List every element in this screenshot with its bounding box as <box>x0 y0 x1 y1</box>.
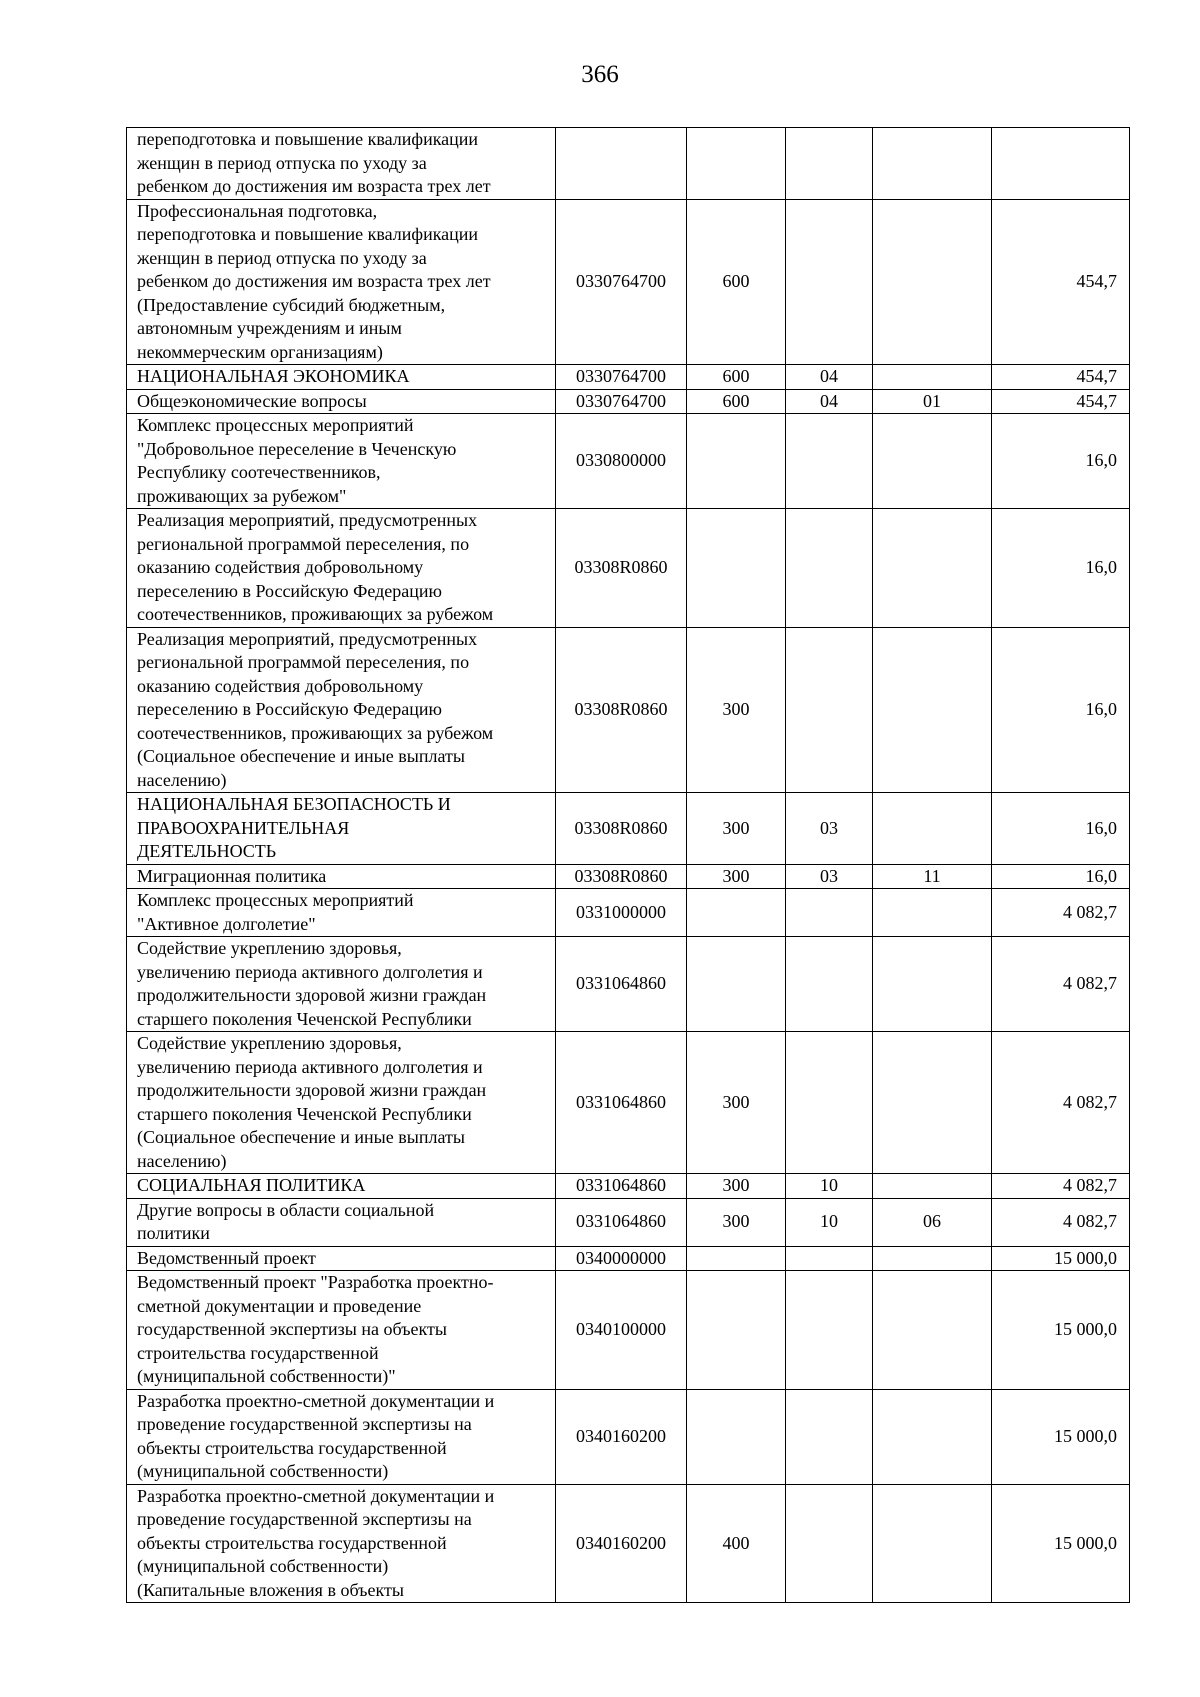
table-row <box>127 937 1130 1032</box>
expense-type-code-cell: 600 <box>687 389 786 414</box>
table-row <box>127 1271 1130 1390</box>
table-row <box>127 1174 1130 1199</box>
target-article-code-cell: 0331064860 <box>556 937 687 1032</box>
target-article-code-cell: 03308R0860 <box>556 793 687 865</box>
amount-cell: 16,0 <box>992 793 1130 865</box>
section-code-cell <box>786 509 873 628</box>
expense-type-code-cell <box>687 889 786 937</box>
target-article-code-cell: 0331000000 <box>556 889 687 937</box>
subsection-code-cell: 06 <box>873 1198 992 1246</box>
item-name-cell: Другие вопросы в области социальной политики <box>127 1198 556 1246</box>
section-code-cell: 04 <box>786 365 873 390</box>
target-article-code-cell: 0340000000 <box>556 1246 687 1271</box>
item-name-cell: Ведомственный проект "Разработка проектно- сметной документации и проведение государственной экспертизы на объекты строительства государственной (муниципальной собственности)" <box>127 1271 556 1390</box>
target-article-code-cell: 0330764700 <box>556 389 687 414</box>
table-row <box>127 199 1130 365</box>
amount-cell: 16,0 <box>992 627 1130 793</box>
item-name-cell: Ведомственный проект <box>127 1246 556 1271</box>
item-name-cell: Содействие укреплению здоровья, увеличению периода активного долголетия и продолжительности здоровой жизни граждан старшего поколения Чеченской Республики <box>127 937 556 1032</box>
item-name-cell: Миграционная политика <box>127 864 556 889</box>
section-code-cell <box>786 1271 873 1390</box>
amount-cell: 454,7 <box>992 365 1130 390</box>
table-row <box>127 509 1130 628</box>
amount-cell: 16,0 <box>992 509 1130 628</box>
expense-type-code-cell <box>687 1389 786 1484</box>
expense-type-code-cell: 300 <box>687 864 786 889</box>
subsection-code-cell <box>873 793 992 865</box>
item-name-cell: Реализация мероприятий, предусмотренных региональной программой переселения, по оказанию содействия добровольному переселению в Российскую Федерацию соотечественников, проживающих за рубежом <box>127 509 556 628</box>
target-article-code-cell: 03308R0860 <box>556 627 687 793</box>
budget-table-body <box>127 128 1130 1603</box>
expense-type-code-cell <box>687 128 786 200</box>
target-article-code-cell: 0331064860 <box>556 1174 687 1199</box>
section-code-cell <box>786 414 873 509</box>
target-article-code-cell: 0340100000 <box>556 1271 687 1390</box>
page-number: 366 <box>581 61 619 88</box>
target-article-code-cell: 03308R0860 <box>556 864 687 889</box>
subsection-code-cell <box>873 128 992 200</box>
amount-cell: 15 000,0 <box>992 1271 1130 1390</box>
section-code-cell: 10 <box>786 1198 873 1246</box>
table-row <box>127 627 1130 793</box>
amount-cell: 4 082,7 <box>992 1174 1130 1199</box>
amount-cell: 4 082,7 <box>992 1032 1130 1174</box>
item-name-cell: СОЦИАЛЬНАЯ ПОЛИТИКА <box>127 1174 556 1199</box>
subsection-code-cell <box>873 1389 992 1484</box>
section-code-cell: 03 <box>786 793 873 865</box>
target-article-code-cell: 0340160200 <box>556 1389 687 1484</box>
table-row <box>127 1484 1130 1603</box>
subsection-code-cell <box>873 365 992 390</box>
section-code-cell: 03 <box>786 864 873 889</box>
subsection-code-cell <box>873 199 992 365</box>
item-name-cell: Профессиональная подготовка, переподготовка и повышение квалификации женщин в период отпуска по уходу за ребенком до достижения им возраста трех лет (Предоставление субсидий бюджетным, автономным учреждениям и иным некоммерческим организациям) <box>127 199 556 365</box>
table-row <box>127 128 1130 200</box>
amount-cell: 4 082,7 <box>992 1198 1130 1246</box>
expense-type-code-cell: 600 <box>687 365 786 390</box>
table-row <box>127 365 1130 390</box>
expense-type-code-cell: 300 <box>687 627 786 793</box>
target-article-code-cell: 0330764700 <box>556 365 687 390</box>
expense-type-code-cell: 300 <box>687 1198 786 1246</box>
subsection-code-cell <box>873 1484 992 1603</box>
subsection-code-cell <box>873 1032 992 1174</box>
budget-table <box>126 127 1130 1603</box>
amount-cell: 16,0 <box>992 414 1130 509</box>
subsection-code-cell <box>873 414 992 509</box>
target-article-code-cell: 0331064860 <box>556 1198 687 1246</box>
item-name-cell: Разработка проектно-сметной документации и проведение государственной экспертизы на объекты строительства государственной (муниципальной собственности) <box>127 1389 556 1484</box>
section-code-cell <box>786 1246 873 1271</box>
expense-type-code-cell <box>687 509 786 628</box>
subsection-code-cell <box>873 1246 992 1271</box>
table-row <box>127 864 1130 889</box>
item-name-cell: Содействие укреплению здоровья, увеличению периода активного долголетия и продолжительности здоровой жизни граждан старшего поколения Чеченской Республики (Социальное обеспечение и иные выплаты населению) <box>127 1032 556 1174</box>
target-article-code-cell <box>556 128 687 200</box>
section-code-cell <box>786 937 873 1032</box>
target-article-code-cell: 0330764700 <box>556 199 687 365</box>
expense-type-code-cell: 400 <box>687 1484 786 1603</box>
target-article-code-cell: 03308R0860 <box>556 509 687 628</box>
target-article-code-cell: 0330800000 <box>556 414 687 509</box>
table-row <box>127 1032 1130 1174</box>
item-name-cell: переподготовка и повышение квалификации женщин в период отпуска по уходу за ребенком до достижения им возраста трех лет <box>127 128 556 200</box>
expense-type-code-cell <box>687 1246 786 1271</box>
section-code-cell <box>786 199 873 365</box>
expense-type-code-cell <box>687 414 786 509</box>
amount-cell: 15 000,0 <box>992 1484 1130 1603</box>
expense-type-code-cell <box>687 1271 786 1390</box>
amount-cell: 4 082,7 <box>992 937 1130 1032</box>
section-code-cell: 10 <box>786 1174 873 1199</box>
amount-cell: 15 000,0 <box>992 1246 1130 1271</box>
subsection-code-cell <box>873 937 992 1032</box>
subsection-code-cell <box>873 627 992 793</box>
subsection-code-cell <box>873 1271 992 1390</box>
subsection-code-cell: 11 <box>873 864 992 889</box>
table-row <box>127 1198 1130 1246</box>
target-article-code-cell: 0340160200 <box>556 1484 687 1603</box>
item-name-cell: Общеэкономические вопросы <box>127 389 556 414</box>
table-row <box>127 889 1130 937</box>
table-row <box>127 414 1130 509</box>
table-row <box>127 1389 1130 1484</box>
expense-type-code-cell: 300 <box>687 1032 786 1174</box>
item-name-cell: Комплекс процессных мероприятий "Добровольное переселение в Чеченскую Республику соотечественников, проживающих за рубежом" <box>127 414 556 509</box>
section-code-cell: 04 <box>786 389 873 414</box>
amount-cell: 16,0 <box>992 864 1130 889</box>
subsection-code-cell <box>873 509 992 628</box>
section-code-cell <box>786 1389 873 1484</box>
table-row <box>127 793 1130 865</box>
expense-type-code-cell <box>687 937 786 1032</box>
table-row <box>127 389 1130 414</box>
amount-cell: 15 000,0 <box>992 1389 1130 1484</box>
subsection-code-cell <box>873 889 992 937</box>
section-code-cell <box>786 1032 873 1174</box>
target-article-code-cell: 0331064860 <box>556 1032 687 1174</box>
item-name-cell: Разработка проектно-сметной документации и проведение государственной экспертизы на объекты строительства государственной (муниципальной собственности) (Капитальные вложения в объекты <box>127 1484 556 1603</box>
amount-cell: 454,7 <box>992 199 1130 365</box>
amount-cell: 4 082,7 <box>992 889 1130 937</box>
item-name-cell: НАЦИОНАЛЬНАЯ ЭКОНОМИКА <box>127 365 556 390</box>
amount-cell: 454,7 <box>992 389 1130 414</box>
subsection-code-cell: 01 <box>873 389 992 414</box>
expense-type-code-cell: 300 <box>687 1174 786 1199</box>
expense-type-code-cell: 600 <box>687 199 786 365</box>
section-code-cell <box>786 627 873 793</box>
expense-type-code-cell: 300 <box>687 793 786 865</box>
subsection-code-cell <box>873 1174 992 1199</box>
section-code-cell <box>786 128 873 200</box>
section-code-cell <box>786 889 873 937</box>
amount-cell <box>992 128 1130 200</box>
item-name-cell: НАЦИОНАЛЬНАЯ БЕЗОПАСНОСТЬ И ПРАВООХРАНИТЕЛЬНАЯ ДЕЯТЕЛЬНОСТЬ <box>127 793 556 865</box>
table-row <box>127 1246 1130 1271</box>
section-code-cell <box>786 1484 873 1603</box>
item-name-cell: Реализация мероприятий, предусмотренных региональной программой переселения, по оказанию содействия добровольному переселению в Российскую Федерацию соотечественников, проживающих за рубежом (Социальное обеспечение и иные выплаты населению) <box>127 627 556 793</box>
item-name-cell: Комплекс процессных мероприятий "Активное долголетие" <box>127 889 556 937</box>
